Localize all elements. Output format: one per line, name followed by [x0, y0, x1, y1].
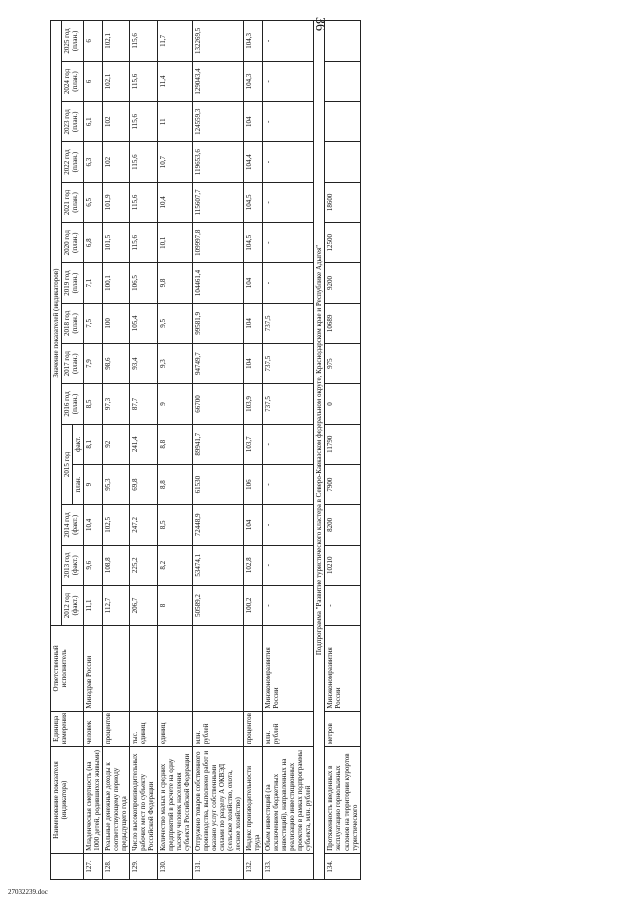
value-cell: 100: [103, 303, 130, 343]
table-body: [84, 21, 360, 880]
row-number: 127.: [84, 853, 103, 879]
value-cell: 11: [157, 102, 192, 142]
value-cell: 6,5: [84, 182, 103, 222]
value-cell: 8,8: [157, 464, 192, 504]
header-year: 2012 год (факт.): [62, 585, 84, 625]
value-cell: 115,6: [130, 61, 157, 101]
value-cell: 66700: [192, 384, 243, 424]
value-cell: 6: [84, 21, 103, 62]
header-year: 2018 год (план.): [62, 303, 84, 343]
header-year: 2020 год (план.): [62, 223, 84, 263]
page-number: 36: [312, 17, 327, 31]
value-cell: 103,7: [243, 424, 262, 464]
value-cell: 6,8: [84, 223, 103, 263]
value-cell: 104: [243, 303, 262, 343]
value-cell: [325, 142, 360, 182]
value-cell: 104,3: [243, 61, 262, 101]
header-year: 2015 год: [62, 424, 73, 505]
value-cell: 6,1: [84, 102, 103, 142]
header-year: 2021 год (план.): [62, 182, 84, 222]
value-cell: 69,8: [130, 464, 157, 504]
value-cell: [325, 21, 360, 62]
value-cell: 7,5: [84, 303, 103, 343]
value-cell: -: [263, 21, 314, 62]
row-number: 134.: [325, 853, 360, 879]
value-cell: 8: [157, 585, 192, 625]
value-cell: [325, 61, 360, 101]
value-cell: 9200: [325, 263, 360, 303]
table-row: [243, 21, 262, 880]
value-cell: 8200: [325, 505, 360, 545]
responsible-cell: [243, 626, 262, 711]
value-cell: 72448,9: [192, 505, 243, 545]
value-cell: 102: [103, 142, 130, 182]
header-sub-plan: план.: [73, 464, 84, 504]
value-cell: 129043,4: [192, 61, 243, 101]
indicator-name: Индекс производительности труда: [243, 747, 262, 854]
row-number: 131.: [192, 853, 243, 879]
subprogram-title: Подпрограмма "Развитие туристического кластера в Северо-Кавказском федеральном округе, Краснодарском крае и Республике Адыгея": [314, 21, 325, 880]
value-cell: 0: [325, 384, 360, 424]
value-cell: 104461,4: [192, 263, 243, 303]
value-cell: 106: [243, 464, 262, 504]
value-cell: 12500: [325, 223, 360, 263]
value-cell: 9: [84, 464, 103, 504]
value-cell: 101,5: [103, 223, 130, 263]
value-cell: 103,9: [243, 384, 262, 424]
value-cell: 115,6: [130, 182, 157, 222]
value-cell: -: [263, 505, 314, 545]
indicator-name: Количество малых и средних предприятий в расчете на одну тысячу человек населения субъекта Российской Федерации: [157, 747, 192, 854]
value-cell: 100,2: [243, 585, 262, 625]
responsible-cell: [103, 626, 130, 711]
row-number: 132.: [243, 853, 262, 879]
header-year: 2013 год (факт.): [62, 545, 84, 585]
value-cell: 104: [243, 102, 262, 142]
value-cell: 104,5: [243, 223, 262, 263]
value-cell: 737,5: [263, 344, 314, 384]
indicator-name: Число высокопроизводительных рабочих мест по субъекту Российской Федерации: [130, 747, 157, 854]
value-cell: 10,4: [157, 182, 192, 222]
value-cell: 206,7: [130, 585, 157, 625]
value-cell: 102,1: [103, 21, 130, 62]
value-cell: -: [263, 102, 314, 142]
value-cell: 7900: [325, 464, 360, 504]
row-number: 133.: [263, 853, 314, 879]
value-cell: 18600: [325, 182, 360, 222]
responsible-cell: [192, 626, 243, 711]
value-cell: 104: [243, 505, 262, 545]
table-row: [263, 21, 314, 880]
value-cell: 102: [103, 102, 130, 142]
value-cell: 9: [157, 384, 192, 424]
value-cell: 89941,7: [192, 424, 243, 464]
table-row: [103, 21, 130, 880]
value-cell: 10,4: [84, 505, 103, 545]
value-cell: 92: [103, 424, 130, 464]
value-cell: 99581,9: [192, 303, 243, 343]
value-cell: 8,8: [157, 424, 192, 464]
value-cell: 9,3: [157, 344, 192, 384]
indicator-name: Реальные денежные доходы к соответствующему периоду предыдущего года: [103, 747, 130, 854]
value-cell: 50589,2: [192, 585, 243, 625]
value-cell: 737,5: [263, 384, 314, 424]
rotated-table-container: [50, 20, 610, 880]
value-cell: 9,6: [84, 545, 103, 585]
value-cell: -: [263, 182, 314, 222]
value-cell: 7,9: [84, 344, 103, 384]
footer-filename: 27032239.doc: [8, 888, 48, 896]
header-sub-fact: факт.: [73, 424, 84, 464]
value-cell: 108,8: [103, 545, 130, 585]
unit-cell: процентов: [243, 711, 262, 747]
value-cell: 93,4: [130, 344, 157, 384]
header-year: 2016 год (план.): [62, 384, 84, 424]
indicator-name: Отгружено товаров собственного производства, выполнено работ и оказано услуг собственными силами по разделу А ОКВЭД (сельское хозяйство, охота, лесное хозяйство): [192, 747, 243, 854]
value-cell: -: [263, 464, 314, 504]
row-number: 129.: [130, 853, 157, 879]
value-cell: 102,5: [103, 505, 130, 545]
value-cell: 109997,8: [192, 223, 243, 263]
value-cell: 115,6: [130, 223, 157, 263]
header-values-group: Значение показателей (индикаторов): [51, 21, 62, 626]
header-year: 2022 год (план.): [62, 142, 84, 182]
header-year: 2023 год (план.): [62, 102, 84, 142]
value-cell: 115,6: [130, 21, 157, 62]
value-cell: 6: [84, 61, 103, 101]
unit-cell: млн. рублей: [192, 711, 243, 747]
value-cell: 53474,1: [192, 545, 243, 585]
unit-cell: млн. рублей: [263, 711, 314, 747]
header-number: [51, 853, 84, 879]
value-cell: 115607,7: [192, 182, 243, 222]
value-cell: 8,2: [157, 545, 192, 585]
header-responsible: Ответственный исполнитель: [51, 626, 84, 711]
unit-cell: метров: [325, 711, 360, 747]
value-cell: 241,4: [130, 424, 157, 464]
indicators-table: [50, 20, 361, 880]
value-cell: -: [263, 142, 314, 182]
value-cell: 9,5: [157, 303, 192, 343]
value-cell: 105,4: [130, 303, 157, 343]
table-row: [157, 21, 192, 880]
value-cell: 975: [325, 344, 360, 384]
value-cell: 10,7: [157, 142, 192, 182]
value-cell: 97,3: [103, 384, 130, 424]
header-year: 2014 год (факт.): [62, 505, 84, 545]
value-cell: 61530: [192, 464, 243, 504]
value-cell: 112,7: [103, 585, 130, 625]
unit-cell: человек: [84, 711, 103, 747]
value-cell: 10,1: [157, 223, 192, 263]
indicator-name: Младенческая смертность (на 1000 детей, родившихся живыми): [84, 747, 103, 854]
responsible-cell: Минздрав России: [84, 626, 103, 711]
value-cell: 8,5: [157, 505, 192, 545]
responsible-cell: Минэкономразвития России: [263, 626, 314, 711]
header-year: 2025 год (план.): [62, 21, 84, 62]
value-cell: 11,1: [84, 585, 103, 625]
value-cell: 8,5: [84, 384, 103, 424]
value-cell: -: [263, 61, 314, 101]
value-cell: [325, 102, 360, 142]
subprogram-row: [314, 21, 325, 880]
value-cell: 102,8: [243, 545, 262, 585]
table-row: [325, 21, 360, 880]
value-cell: 106,5: [130, 263, 157, 303]
value-cell: 737,5: [263, 303, 314, 343]
value-cell: 119653,6: [192, 142, 243, 182]
header-unit: Единица измерения: [51, 711, 84, 747]
value-cell: 132269,5: [192, 21, 243, 62]
indicator-name: Объем инвестиций (за исключением бюджетных инвестиций), направленных на реализацию инвестиционных проектов в рамках подпрограммы субъекта, млн. рублей: [263, 747, 314, 854]
header-year: 2024 год (план.): [62, 61, 84, 101]
table-row: [130, 21, 157, 880]
value-cell: 11,7: [157, 21, 192, 62]
value-cell: 98,6: [103, 344, 130, 384]
value-cell: 115,6: [130, 102, 157, 142]
value-cell: 225,2: [130, 545, 157, 585]
indicator-name: Протяженность введенных в эксплуатацию горнолыжных склонов на территории курортов туристического: [325, 747, 360, 854]
value-cell: 9,8: [157, 263, 192, 303]
header-year: 2017 год (план.): [62, 344, 84, 384]
value-cell: 7,1: [84, 263, 103, 303]
value-cell: 101,9: [103, 182, 130, 222]
value-cell: 104,4: [243, 142, 262, 182]
header-name: Наименование показателя (индикатора): [51, 747, 84, 854]
table-row: [192, 21, 243, 880]
row-number: 130.: [157, 853, 192, 879]
value-cell: -: [263, 424, 314, 464]
value-cell: 11790: [325, 424, 360, 464]
value-cell: 104: [243, 344, 262, 384]
responsible-cell: Минэкономразвития России: [325, 626, 360, 711]
table-row: [84, 21, 103, 880]
value-cell: 10689: [325, 303, 360, 343]
value-cell: 94749,7: [192, 344, 243, 384]
value-cell: 6,3: [84, 142, 103, 182]
value-cell: 95,3: [103, 464, 130, 504]
value-cell: 87,7: [130, 384, 157, 424]
value-cell: 10210: [325, 545, 360, 585]
value-cell: 124559,3: [192, 102, 243, 142]
value-cell: 8,1: [84, 424, 103, 464]
value-cell: 104,3: [243, 21, 262, 62]
unit-cell: единиц: [157, 711, 192, 747]
value-cell: 104,5: [243, 182, 262, 222]
unit-cell: тыс. единиц: [130, 711, 157, 747]
unit-cell: процентов: [103, 711, 130, 747]
value-cell: 11,4: [157, 61, 192, 101]
responsible-cell: [157, 626, 192, 711]
value-cell: -: [263, 223, 314, 263]
row-number: 128.: [103, 853, 130, 879]
value-cell: -: [263, 263, 314, 303]
value-cell: -: [263, 585, 314, 625]
value-cell: -: [325, 585, 360, 625]
value-cell: 104: [243, 263, 262, 303]
value-cell: 102,1: [103, 61, 130, 101]
value-cell: 100,1: [103, 263, 130, 303]
value-cell: 247,2: [130, 505, 157, 545]
value-cell: 115,6: [130, 142, 157, 182]
value-cell: -: [263, 545, 314, 585]
responsible-cell: [130, 626, 157, 711]
header-year: 2019 год (план.): [62, 263, 84, 303]
